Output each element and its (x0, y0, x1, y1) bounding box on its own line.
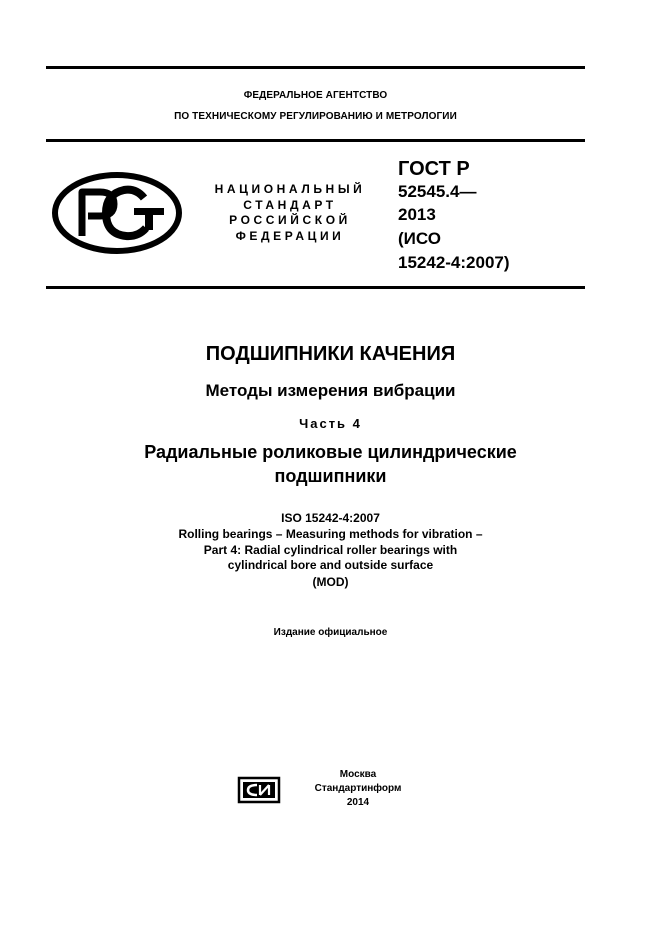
main-title: ПОДШИПНИКИ КАЧЕНИЯ (205, 343, 456, 365)
publisher-name: Стандартинформ (314, 783, 402, 794)
iso-title-line-2: Part 4: Radial cylindrical roller bearings with (203, 543, 458, 557)
iso-title-line-1: Rolling bearings – Measuring methods for vibration – (178, 527, 483, 541)
standartinform-logo-icon (237, 776, 281, 804)
standard-code-line-4: (ИСО (398, 229, 441, 248)
standard-code-line-1: ГОСТ Р (398, 158, 470, 180)
agency-line-1: ФЕДЕРАЛЬНОЕ АГЕНТСТВО (243, 90, 388, 101)
publisher-year: 2014 (346, 797, 370, 808)
national-standard-line-4: ФЕДЕРАЦИИ (235, 229, 345, 243)
publisher-city: Москва (339, 769, 377, 780)
standard-code-line-5: 15242-4:2007) (398, 253, 510, 272)
agency-line-2: ПО ТЕХНИЧЕСКОМУ РЕГУЛИРОВАНИЮ И МЕТРОЛОГИИ (174, 111, 457, 122)
rst-logo-icon (52, 172, 182, 254)
part-number: Часть 4 (299, 416, 362, 431)
national-standard-line-1: НАЦИОНАЛЬНЫЙ (214, 182, 366, 196)
subtitle: Методы измерения вибрации (205, 381, 456, 400)
national-standard-line-2: СТАНДАРТ (243, 198, 337, 212)
standard-code-line-3: 2013 (398, 205, 436, 224)
iso-code: ISO 15242-4:2007 (281, 511, 380, 525)
edition-note: Издание официальное (273, 627, 388, 638)
part-title-line-1: Радиальные роликовые цилиндрические (144, 442, 517, 462)
national-standard-line-3: РОССИЙСКОЙ (229, 213, 351, 227)
header-rule (46, 139, 585, 142)
top-rule (46, 66, 585, 69)
rst-logo (52, 172, 182, 254)
part-title-line-2: подшипники (274, 466, 387, 486)
iso-title-line-3: cylindrical bore and outside surface (227, 558, 434, 572)
iso-title-line-4: (MOD) (312, 575, 349, 589)
standard-code-line-2: 52545.4— (398, 182, 477, 201)
publisher-logo (237, 776, 281, 804)
code-rule (46, 286, 585, 289)
